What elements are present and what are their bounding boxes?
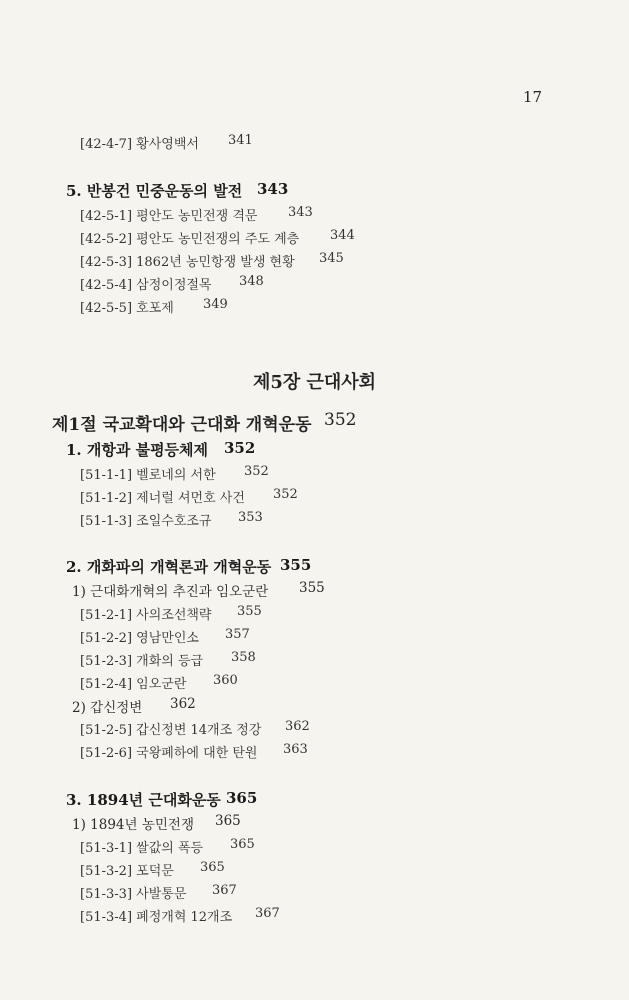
subsection-page: 365 [215,813,241,829]
toc-entry [80,650,256,669]
section-heading [66,556,312,577]
section-title: 1. 개항과 불평등체제 [66,441,209,459]
page-number: 17 [523,88,543,106]
toc-entry [80,860,225,879]
toc-entry [80,883,237,902]
part-page: 352 [324,410,357,430]
subsection-page: 355 [299,580,325,596]
toc-entry [80,627,250,646]
part-title: 제1절 국교확대와 근대화 개혁운동 [52,415,312,435]
section-heading [66,439,256,460]
entry-label: [51-2-4] 임오군란 [80,677,187,692]
toc-entry [80,604,262,623]
entry-label: [42-5-5] 호포제 [80,301,174,316]
section-title: 2. 개화파의 개혁론과 개혁운동 [66,558,272,576]
section-page: 365 [226,789,258,807]
toc-entry [80,133,253,152]
entry-page: 365 [200,860,225,875]
toc-entry [80,906,280,925]
entry-label: [51-2-5] 갑신정변 14개조 정강 [80,723,262,738]
toc-entry [80,837,255,856]
toc-entry [80,510,263,529]
entry-page: 362 [285,719,310,734]
section-title: 5. 반봉건 민중운동의 발전 [66,182,243,200]
entry-page: 363 [283,742,308,757]
subsection-heading [72,696,196,716]
subsection-page: 362 [170,696,196,712]
toc-entry [80,205,313,224]
section-heading [66,180,289,201]
entry-page: 345 [319,251,344,266]
entry-label: [51-1-3] 조일수호조규 [80,514,212,529]
entry-page: 352 [244,464,269,479]
entry-page: 353 [238,510,263,525]
entry-label: [51-3-4] 폐정개혁 12개조 [80,910,233,925]
entry-label: [51-2-2] 영남만인소 [80,631,199,646]
entry-label: [42-5-2] 평안도 농민전쟁의 주도 계층 [80,232,300,247]
entry-page: 360 [213,673,238,688]
entry-label: [51-2-6] 국왕폐하에 대한 탄원 [80,746,258,761]
subsection-heading [72,580,325,600]
toc-entry [80,228,355,247]
section-page: 343 [257,180,289,198]
entry-label: [51-1-2] 제너럴 셔먼호 사건 [80,491,245,506]
entry-page: 352 [273,487,298,502]
section-page: 355 [280,556,312,574]
section-heading [66,789,258,810]
entry-label: [51-2-3] 개화의 등급 [80,654,204,669]
entry-label: [51-3-3] 사발통문 [80,887,187,902]
entry-page: 367 [212,883,237,898]
entry-label: [51-3-2] 포덕문 [80,864,174,879]
toc-entry [80,673,238,692]
subsection-heading [72,813,241,833]
entry-page: 367 [255,906,280,921]
toc-entry [80,719,310,738]
entry-label: [42-4-7] 황사영백서 [80,137,199,152]
chapter-title: 제5장 근대사회 [252,372,377,393]
toc-entry [80,274,264,293]
entry-page: 349 [203,297,228,312]
entry-page: 343 [288,205,313,220]
entry-label: [42-5-3] 1862년 농민항쟁 발생 현황 [80,255,295,270]
entry-page: 365 [230,837,255,852]
subsection-title: 1) 근대화개혁의 추진과 임오군란 [72,584,269,600]
toc-entry [80,742,308,761]
entry-label: [51-2-1] 사의조선책략 [80,608,212,623]
section-page: 352 [224,439,256,457]
entry-label: [42-5-4] 삼정이정절목 [80,278,212,293]
toc-entry [80,251,344,270]
entry-page: 355 [237,604,262,619]
subsection-title: 1) 1894년 농민전쟁 [72,817,194,833]
entry-page: 344 [330,228,355,243]
subsection-title: 2) 갑신정변 [72,700,143,716]
entry-page: 341 [228,133,253,148]
entry-label: [42-5-1] 평안도 농민전쟁 격문 [80,209,258,224]
toc-entry [80,464,269,483]
toc-entry [80,297,228,316]
entry-page: 348 [239,274,264,289]
section-title: 3. 1894년 근대화운동 [66,791,221,809]
entry-label: [51-3-1] 쌀값의 폭등 [80,841,204,856]
entry-page: 358 [231,650,256,665]
part-heading [52,410,357,435]
entry-label: [51-1-1] 벨로네의 서한 [80,468,216,483]
toc-entry [80,487,298,506]
entry-page: 357 [225,627,250,642]
